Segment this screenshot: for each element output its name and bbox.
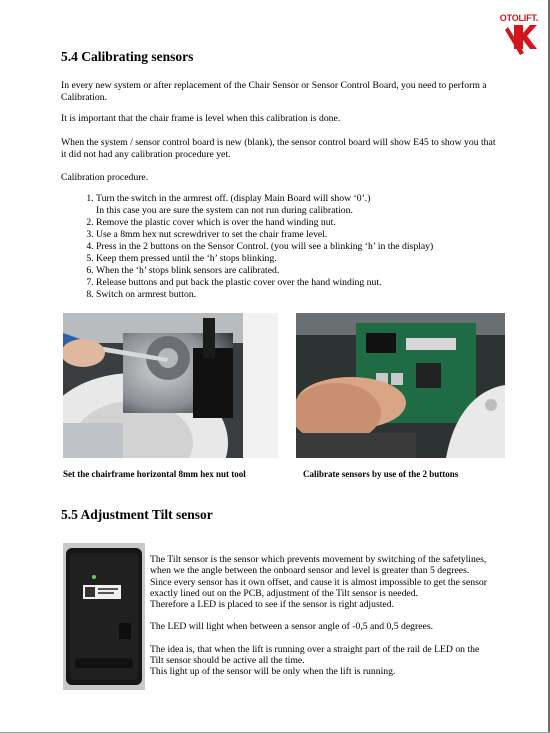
tilt-para-4: The LED will light when between a sensor angle of -0,5 and 0,5 degrees. xyxy=(150,621,434,633)
step-item: 3. Use a 8mm hex nut screwdriver to set the chair frame level. xyxy=(96,229,516,241)
otolift-logo xyxy=(492,13,538,57)
step-item: 6. When the ‘h’ stops blink sensors are calibrated. xyxy=(96,265,516,277)
step-item: 4. Press in the 2 buttons on the Sensor Control. (you will see a blinking ‘h’ in the display) xyxy=(96,241,516,253)
logo-mark-icon xyxy=(492,13,538,57)
hex-tool-photo xyxy=(63,313,278,458)
logo-text: OTOLIFT. xyxy=(499,13,538,23)
step-note: In this case you are sure the system can not run during calibration. xyxy=(96,205,353,216)
tilt-para-2: Since every sensor has it own offset, and cause it is almost impossible to get the sensor exactly lined out on the PCB, adjustment of the Tilt sensor is needed. xyxy=(150,576,487,599)
tilt-para-5: The idea is, that when the lift is running over a straight part of the rail de LED on the Tilt sensor should be active all the time. xyxy=(150,643,480,667)
caption-hex-tool: Set the chairframe horizontal 8mm hex nut tool xyxy=(63,469,246,479)
section-title-5-4: 5.4 Calibrating sensors xyxy=(61,49,194,64)
step-item: 8. Switch on armrest button. xyxy=(96,289,516,301)
tilt-para-6: This light up of the sensor will be only when the lift is running. xyxy=(150,666,396,678)
tilt-sensor-photo xyxy=(63,543,145,690)
tilt-para-3: Therefore a LED is placed to see if the sensor is right adjusted. xyxy=(150,599,394,611)
step-item: 7. Release buttons and put back the plastic cover over the hand winding nut. xyxy=(96,277,516,289)
procedure-heading: Calibration procedure. xyxy=(61,172,149,183)
section-title-5-5: 5.5 Adjustment Tilt sensor xyxy=(61,507,213,522)
tilt-sensor-description xyxy=(150,554,495,678)
level-note-paragraph: It is important that the chair frame is level when this calibration is done. xyxy=(61,113,341,124)
tilt-para-1: The Tilt sensor is the sensor which prevents movement by switching of the safetylines, when we the angle between the onboard sensor and level is greater than 5 degrees. xyxy=(150,554,487,577)
step-item: 2. Remove the plastic cover which is over the hand winding nut. xyxy=(96,217,516,229)
caption-sensor-buttons: Calibrate sensors by use of the 2 buttons xyxy=(303,469,459,479)
step-item: 1. Turn the switch in the armrest off. (display Main Board will show ‘0’.) In this case you are sure the system can not run during calibration. xyxy=(96,193,516,217)
calibration-steps-list xyxy=(80,193,516,301)
e45-paragraph: When the system / sensor control board is new (blank), the sensor control board will show E45 to show you that it did not had any calibration procedure yet. xyxy=(61,137,496,160)
intro-paragraph: In every new system or after replacement of the Chair Sensor or Sensor Control Board, you need to perform a Calibration. xyxy=(61,80,487,103)
step-item: 5. Keep them pressed until the ‘h’ stops blinking. xyxy=(96,253,516,265)
sensor-board-photo xyxy=(296,313,505,458)
